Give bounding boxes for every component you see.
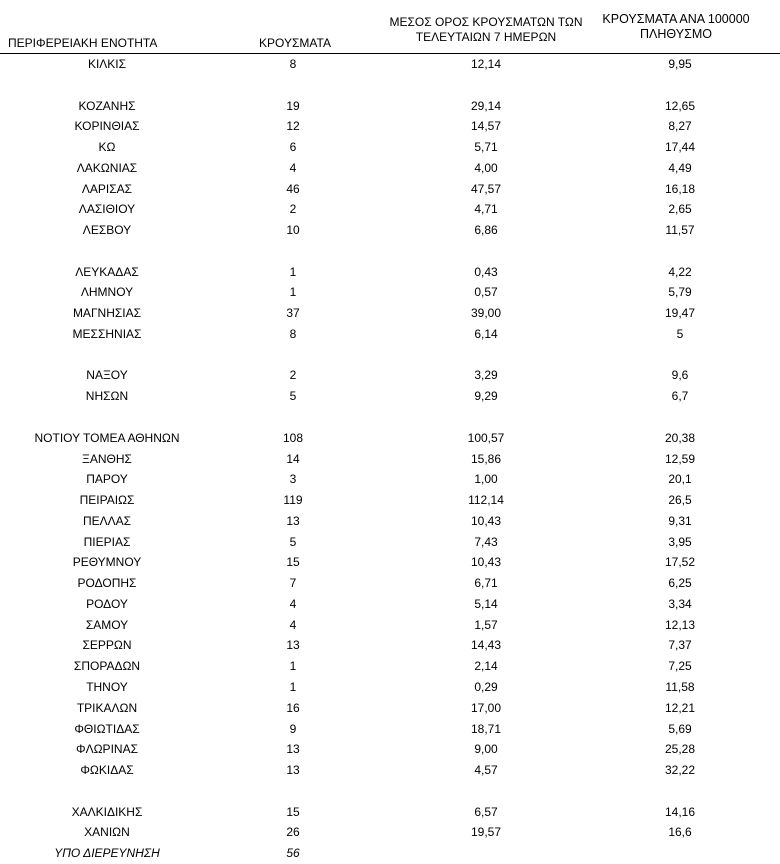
per-100000-cell: 2,65: [668, 202, 692, 217]
cases-cell: 14: [286, 451, 300, 466]
region-cell: ΚΩ: [98, 140, 116, 155]
table-row: [0, 137, 780, 158]
per-100000-cell: 4,49: [668, 160, 692, 175]
table-row: [0, 822, 780, 843]
per-100000-cell: 17,52: [664, 555, 696, 570]
per-100000-cell: 12,21: [664, 700, 696, 715]
table-row: [0, 781, 780, 802]
avg-cell: 112,14: [468, 493, 504, 508]
cases-cell: 15: [286, 804, 300, 819]
region-cell: ΤΗΝΟΥ: [86, 679, 128, 694]
region-cell: ΠΑΡΟΥ: [86, 472, 128, 487]
avg-cell: 9,00: [474, 742, 498, 757]
per-100000-cell: 16,18: [664, 181, 696, 196]
region-cell: ΡΕΘΥΜΝΟΥ: [72, 555, 142, 570]
per-100000-cell: 20,1: [668, 472, 692, 487]
header-avg-7-days: ΜΕΣΟΣ ΟΡΟΣ ΚΡΟΥΣΜΑΤΩΝ ΤΩΝ ΤΕΛΕΥΤΑΙΩΝ 7 ΗΜΕΡΩΝ: [389, 15, 583, 44]
cases-cell: 2: [289, 368, 297, 383]
table-row: [0, 428, 780, 449]
cases-cell: 13: [286, 638, 300, 653]
cases-cell: 8: [289, 326, 297, 341]
avg-cell: 7,43: [474, 534, 498, 549]
avg-cell: 15,86: [470, 451, 502, 466]
table-row: [0, 677, 780, 698]
region-cell: ΛΗΜΝΟΥ: [80, 285, 134, 300]
cases-cell: 1: [289, 679, 297, 694]
table-row: [0, 532, 780, 553]
region-cell: ΦΩΚΙΔΑΣ: [80, 763, 134, 778]
table-row: [0, 241, 780, 262]
header-region: ΠΕΡΙΦΕΡΕΙΑΚΗ ΕΝΟΤΗΤΑ: [8, 36, 158, 50]
per-100000-cell: 32,22: [664, 763, 696, 778]
region-cell: ΠΙΕΡΙΑΣ: [83, 534, 131, 549]
avg-cell: 6,14: [474, 326, 498, 341]
per-100000-cell: 5,79: [668, 285, 692, 300]
table-row: [0, 262, 780, 283]
region-cell: ΣΠΟΡΑΔΩΝ: [73, 659, 141, 674]
avg-cell: 100,57: [467, 430, 505, 445]
table-row: [0, 615, 780, 636]
region-cell: ΝΟΤΙΟΥ ΤΟΜΕΑ ΑΘΗΝΩΝ: [34, 430, 180, 445]
cases-cell: 108: [282, 430, 304, 445]
avg-cell: 6,86: [474, 223, 498, 238]
per-100000-cell: 3,95: [668, 534, 692, 549]
avg-cell: 29,14: [470, 98, 502, 113]
avg-cell: 5,14: [474, 596, 498, 611]
avg-cell: 9,29: [474, 389, 498, 404]
region-cell: ΡΟΔΟΠΗΣ: [77, 576, 137, 591]
per-100000-cell: 11,57: [665, 223, 695, 238]
cases-cell: 5: [289, 534, 297, 549]
cases-cell: 8: [289, 57, 297, 71]
header-cases-per-100000: ΚΡΟΥΣΜΑΤΑ ΑΝΑ 100000 ΠΛΗΘΥΣΜΟ: [602, 12, 750, 41]
cases-cell: 3: [289, 472, 297, 487]
region-cell: ΝΗΣΩΝ: [85, 389, 129, 404]
region-cell: ΚΟΡΙΝΘΙΑΣ: [74, 119, 140, 134]
avg-cell: 4,71: [474, 202, 498, 217]
table-row: [0, 54, 780, 75]
table-row: [0, 158, 780, 179]
table-row: [0, 739, 780, 760]
cases-cell: 4: [289, 617, 297, 632]
region-cell: ΚΙΛΚΙΣ: [87, 57, 127, 71]
per-100000-cell: 20,38: [664, 430, 696, 445]
region-cell: ΧΑΛΚΙΔΙΚΗΣ: [71, 804, 143, 819]
per-100000-cell: 5,69: [668, 721, 692, 736]
region-cell: ΠΕΙΡΑΙΩΣ: [79, 493, 135, 508]
per-100000-cell: 9,31: [668, 513, 692, 528]
header-cases: ΚΡΟΥΣΜΑΤΑ: [259, 36, 331, 50]
avg-cell: 2,14: [474, 659, 498, 674]
cases-cell: 1: [289, 659, 297, 674]
avg-cell: 3,29: [474, 368, 498, 383]
region-cell: ΜΑΓΝΗΣΙΑΣ: [72, 306, 142, 321]
table-row: [0, 802, 780, 823]
avg-cell: 18,71: [470, 721, 502, 736]
table-row: [0, 449, 780, 470]
region-cell: ΤΡΙΚΑΛΩΝ: [76, 700, 138, 715]
table-row: [0, 75, 780, 96]
cases-cell: 19: [286, 98, 300, 113]
per-100000-cell: 19,47: [664, 306, 696, 321]
cases-cell: 46: [286, 181, 300, 196]
avg-cell: 4,57: [474, 763, 498, 778]
per-100000-cell: 16,6: [668, 825, 692, 840]
region-cell: ΥΠΟ ΔΙΕΡΕΥΝΗΣΗ: [54, 846, 160, 861]
avg-cell: 39,00: [470, 306, 502, 321]
cases-cell: 4: [289, 160, 297, 175]
avg-cell: 47,57: [470, 181, 502, 196]
per-100000-cell: 6,7: [671, 389, 689, 404]
table-row: [0, 552, 780, 573]
region-cell: ΝΑΞΟΥ: [86, 368, 128, 383]
table-row: [0, 760, 780, 781]
avg-cell: 0,29: [474, 679, 498, 694]
cases-cell: 9: [289, 721, 297, 736]
table-row: [0, 635, 780, 656]
table-row: [0, 407, 780, 428]
avg-cell: 10,43: [470, 555, 502, 570]
cases-cell: 26: [286, 825, 300, 840]
table-row: [0, 573, 780, 594]
table-row: [0, 345, 780, 366]
per-100000-cell: 26,5: [668, 493, 692, 508]
cases-cell: 16: [286, 700, 300, 715]
cases-cell: 7: [289, 576, 297, 591]
region-cell: ΡΟΔΟΥ: [86, 596, 128, 611]
table-row: [0, 116, 780, 137]
cases-cell: 1: [289, 264, 297, 279]
per-100000-cell: 3,34: [668, 596, 692, 611]
table-body: [0, 54, 780, 864]
table-row: [0, 843, 780, 864]
per-100000-cell: 6,25: [668, 576, 692, 591]
avg-cell: 1,00: [474, 472, 498, 487]
avg-cell: 14,57: [470, 119, 502, 134]
cases-cell: 13: [286, 763, 300, 778]
region-cell: ΣΑΜΟΥ: [85, 617, 129, 632]
per-100000-cell: 4,22: [668, 264, 692, 279]
cases-cell: 10: [286, 223, 300, 238]
per-100000-cell: 9,6: [671, 368, 689, 383]
region-cell: ΦΛΩΡΙΝΑΣ: [76, 742, 138, 757]
cases-cell: 12: [286, 119, 300, 134]
per-100000-cell: 25,28: [664, 742, 696, 757]
cases-cell: 6: [289, 140, 297, 155]
table-row: [0, 511, 780, 532]
table-row: [0, 656, 780, 677]
cases-cell: 15: [286, 555, 300, 570]
region-cell: ΜΕΣΣΗΝΙΑΣ: [72, 326, 142, 341]
per-100000-cell: 11,58: [665, 679, 695, 694]
table-row: [0, 303, 780, 324]
avg-cell: 19,57: [470, 825, 502, 840]
per-100000-cell: 5: [676, 326, 684, 341]
table-row: [0, 719, 780, 740]
region-cell: ΦΘΙΩΤΙΔΑΣ: [74, 721, 140, 736]
table-row: [0, 594, 780, 615]
table-row: [0, 324, 780, 345]
region-cell: ΛΑΡΙΣΑΣ: [81, 181, 133, 196]
avg-cell: 14,43: [470, 638, 502, 653]
avg-cell: 17,00: [470, 700, 502, 715]
region-cell: ΛΑΚΩΝΙΑΣ: [76, 160, 138, 175]
per-100000-cell: 9,95: [668, 57, 692, 71]
table-row: [0, 365, 780, 386]
region-cell: ΞΑΝΘΗΣ: [82, 451, 132, 466]
avg-cell: 10,43: [470, 513, 502, 528]
cases-cell: 5: [289, 389, 297, 404]
region-cell: ΠΕΛΛΑΣ: [82, 513, 132, 528]
per-100000-cell: 12,59: [664, 451, 696, 466]
avg-cell: 0,43: [474, 264, 498, 279]
region-cell: ΛΕΣΒΟΥ: [82, 223, 132, 238]
avg-cell: 5,71: [474, 140, 498, 155]
region-cell: ΚΟΖΑΝΗΣ: [78, 98, 136, 113]
table-row: [0, 220, 780, 241]
cases-cell: 37: [286, 306, 300, 321]
per-100000-cell: 14,16: [664, 804, 696, 819]
cases-cell: 2: [289, 202, 297, 217]
per-100000-cell: 8,27: [668, 119, 692, 134]
avg-cell: 4,00: [474, 160, 498, 175]
table-row: [0, 282, 780, 303]
avg-cell: 6,71: [474, 576, 498, 591]
cases-cell: 119: [283, 493, 303, 508]
cases-cell: 4: [289, 596, 297, 611]
cases-cell: 1: [289, 285, 297, 300]
per-100000-cell: 17,44: [664, 140, 696, 155]
avg-cell: 12,14: [470, 57, 502, 71]
avg-cell: 0,57: [474, 285, 498, 300]
region-cell: ΛΕΥΚΑΔΑΣ: [75, 264, 139, 279]
table-row: [0, 386, 780, 407]
cases-cell: 56: [286, 846, 300, 861]
per-100000-cell: 12,65: [664, 98, 696, 113]
avg-cell: 1,57: [474, 617, 498, 632]
per-100000-cell: 7,37: [668, 638, 692, 653]
region-cell: ΣΕΡΡΩΝ: [82, 638, 132, 653]
per-100000-cell: 7,25: [668, 659, 692, 674]
per-100000-cell: 12,13: [664, 617, 696, 632]
table-row: [0, 179, 780, 200]
table-row: [0, 698, 780, 719]
table-row: [0, 490, 780, 511]
region-cell: ΧΑΝΙΩΝ: [84, 825, 130, 840]
avg-cell: 6,57: [474, 804, 498, 819]
table-row: [0, 469, 780, 490]
region-cell: ΛΑΣΙΘΙΟΥ: [78, 202, 136, 217]
table-row: [0, 199, 780, 220]
cases-cell: 13: [286, 742, 300, 757]
table-row: [0, 96, 780, 117]
cases-cell: 13: [286, 513, 300, 528]
